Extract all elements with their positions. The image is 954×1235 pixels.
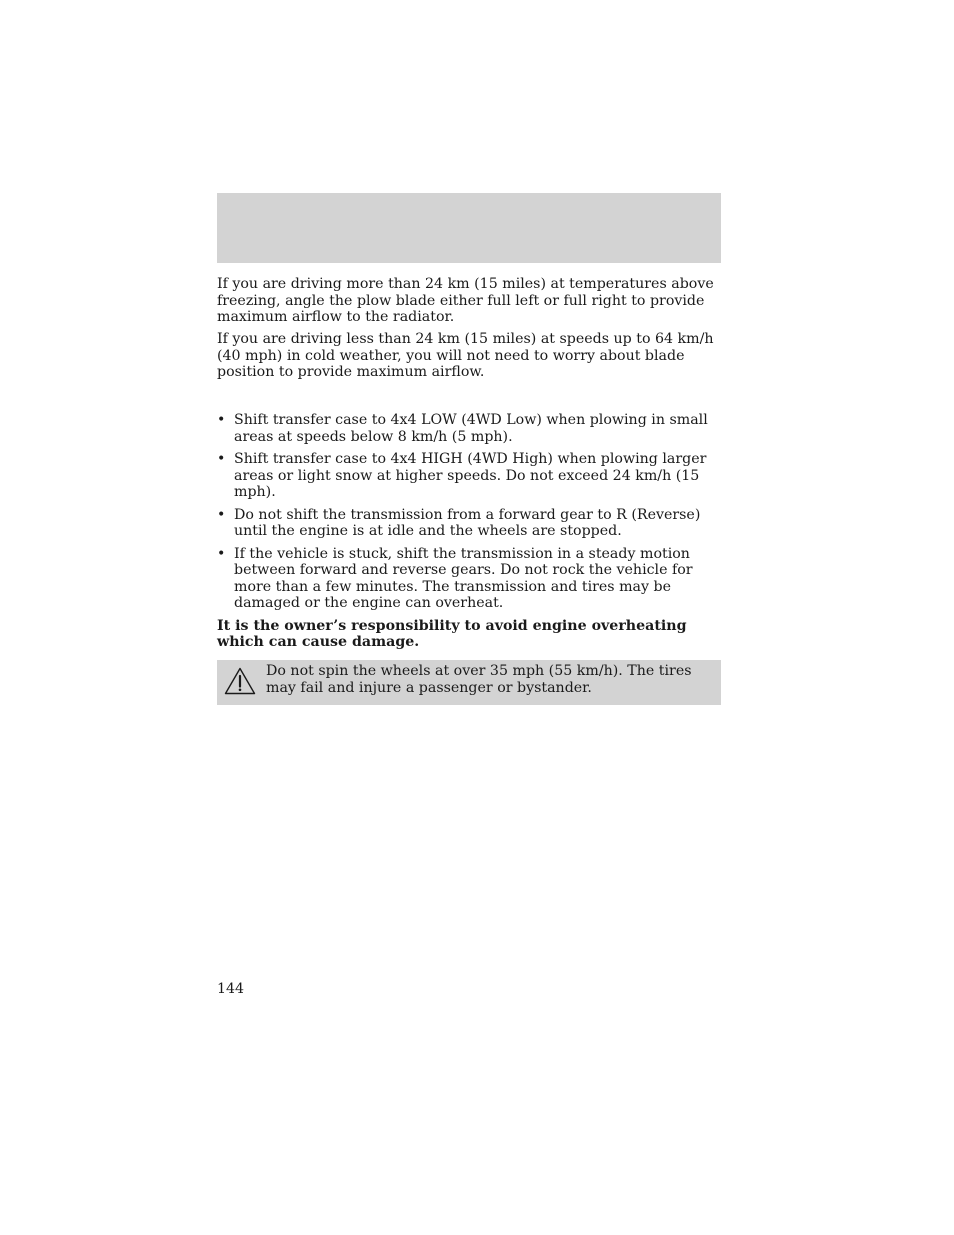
list-item: [217, 412, 721, 445]
warning-text: Do not spin the wheels at over 35 mph (55 km/h). The tires may fail and injure a passenger or bystander.: [266, 663, 692, 696]
list-item-text: If the vehicle is stuck, shift the transmission in a steady motion between forward and reverse gears. Do not rock the vehicle for more than a few minutes. The transmission and tires may be damaged or the engine can overheat.: [234, 545, 693, 612]
list-item-text: Shift transfer case to 4x4 HIGH (4WD High) when plowing larger areas or light snow at higher speeds. Do not exceed 24 km/h (15 mph).: [234, 451, 707, 501]
bullet-marker: •: [217, 506, 226, 523]
bullet-marker: •: [217, 412, 226, 429]
warning-box: [217, 660, 721, 705]
list-item: [217, 451, 721, 501]
bullet-marker: •: [217, 451, 226, 468]
list-item-text: Shift transfer case to 4x4 LOW (4WD Low) when plowing in small areas at speeds below 8 km/h (5 mph).: [234, 412, 708, 445]
warning-triangle-icon: [224, 667, 256, 695]
section-header-band: [217, 193, 721, 263]
paragraph-cold-weather: If you are driving less than 24 km (15 miles) at speeds up to 64 km/h (40 mph) in cold weather, you will not need to worry about blade position to provide maximum airflow.: [217, 331, 714, 381]
list-item: [217, 507, 721, 540]
page-number: 144: [217, 981, 245, 997]
bullet-marker: •: [217, 545, 226, 562]
paragraph-temperature-above-freezing: If you are driving more than 24 km (15 miles) at temperatures above freezing, angle the plow blade either full left or full right to provide maximum airflow to the radiator.: [217, 276, 714, 326]
owner-responsibility-notice: It is the owner’s responsibility to avoid engine overheating which can cause damage.: [217, 617, 687, 651]
list-item-text: Do not shift the transmission from a forward gear to R (Reverse) until the engine is at idle and the wheels are stopped.: [234, 506, 701, 540]
plowing-tips-list: [217, 412, 721, 612]
list-item: [217, 546, 721, 612]
main-content: [217, 276, 721, 651]
